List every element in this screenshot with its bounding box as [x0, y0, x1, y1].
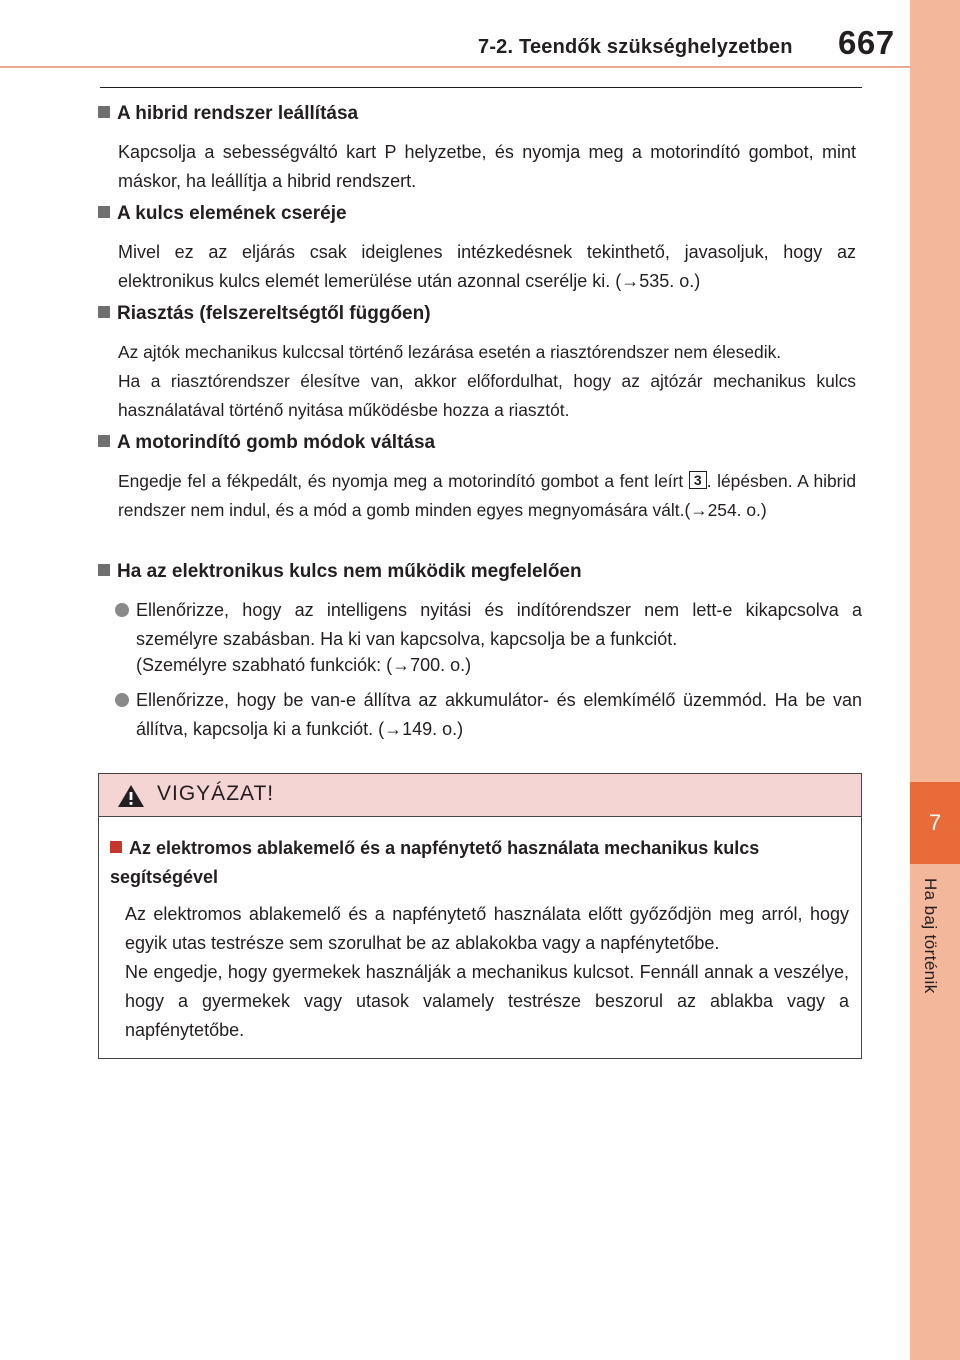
warning-title: VIGYÁZAT!	[157, 782, 275, 805]
chapter-tab[interactable]	[910, 782, 960, 864]
square-bullet-icon	[98, 435, 110, 447]
section-text: Kapcsolja a sebességváltó kart P helyzetbe, és nyomja meg a motorindító gombot, mint máskor, ha leállítja a hibrid rendszert.	[118, 142, 856, 191]
bullet-dot-icon	[115, 693, 129, 707]
section-heading-text: Ha az elektronikus kulcs nem működik megfelelően	[117, 561, 582, 582]
section-heading	[98, 103, 358, 125]
section-text-part: Engedje fel a fékpedált, és nyomja meg a motorindító gombot a fent leírt	[118, 471, 684, 491]
section-heading-text: A motorindító gomb módok váltása	[117, 432, 436, 453]
chapter-tab-strip	[910, 0, 960, 1360]
section-text: Az ajtók mechanikus kulccsal történő lezárása esetén a riasztórendszer nem élesedik.	[118, 342, 782, 362]
square-bullet-icon	[98, 306, 110, 318]
bullet-text: (Személyre szabható funkciók: (→700. o.)	[136, 655, 472, 675]
square-bullet-icon	[98, 564, 110, 576]
warning-text: Az elektromos ablakemelő és a napfénytető használata előtt győződjön meg arról, hogy egyik utas testrésze sem szorulhat be az ablakokba vagy a napfénytetőbe.	[125, 904, 849, 953]
chapter-label: Ha baj történik	[921, 878, 940, 994]
section-heading	[98, 203, 347, 225]
section-text	[118, 467, 856, 525]
warning-text: Ne engedje, hogy gyermekek használják a mechanikus kulcsot. Fennáll annak a veszélye, hogy a gyermekek vagy utasok valamely testrésze beszorul az ablakba vagy a napfénytetőbe.	[125, 962, 849, 1040]
section-heading-text: Riasztás (felszereltségtől függően)	[117, 303, 431, 324]
section-heading-text: A kulcs elemének cseréje	[117, 203, 347, 224]
warning-box	[98, 773, 862, 1059]
section-text-part: . lépésben. A hibrid rendszer nem indul, és a mód a gomb minden egyes megnyomására vált.(→254. o.)	[118, 471, 856, 520]
square-bullet-icon	[110, 841, 122, 853]
warning-subheading-text: Az elektromos ablakemelő és a napfénytető használata mechanikus kulcs segítségével	[110, 838, 760, 887]
chapter-number: 7	[928, 810, 942, 835]
bullet-text: Ellenőrizze, hogy be van-e állítva az akkumulátor- és elemkímélő üzemmód. Ha be van állítva, kapcsolja ki a funkciót. (→149. o.)	[136, 690, 862, 739]
warning-subheading	[110, 834, 854, 892]
section-text: Mivel ez az eljárás csak ideiglenes intézkedésnek tekinthető, javasoljuk, hogy az elektronikus kulcs elemét lemerülése után azonnal cserélje ki. (→535. o.)	[118, 242, 856, 291]
header-title: 7-2. Teendők szükséghelyzetben	[478, 36, 793, 58]
section-text: Ha a riasztórendszer élesítve van, akkor előfordulhat, hogy az ajtózár mechanikus kulcs használatával történő nyitása működésbe hozza a riasztót.	[118, 371, 856, 420]
page-number: 667	[838, 24, 895, 61]
section-heading-text: A hibrid rendszer leállítása	[117, 103, 359, 124]
warning-body	[125, 900, 849, 1045]
section-heading	[98, 561, 582, 583]
square-bullet-icon	[98, 206, 110, 218]
content-rule	[100, 87, 862, 88]
section-heading	[98, 432, 435, 454]
header-rule	[0, 66, 910, 68]
warning-header	[99, 774, 861, 817]
warning-triangle-icon	[117, 784, 145, 808]
section-heading	[98, 303, 431, 325]
step-reference: 3	[689, 471, 707, 489]
square-bullet-icon	[98, 106, 110, 118]
bullet-dot-icon	[115, 603, 129, 617]
bullet-text: Ellenőrizze, hogy az intelligens nyitási és indítórendszer nem lett-e kikapcsolva a személyre szabásban. Ha ki van kapcsolva, kapcsolja be a funkciót.	[136, 600, 862, 649]
